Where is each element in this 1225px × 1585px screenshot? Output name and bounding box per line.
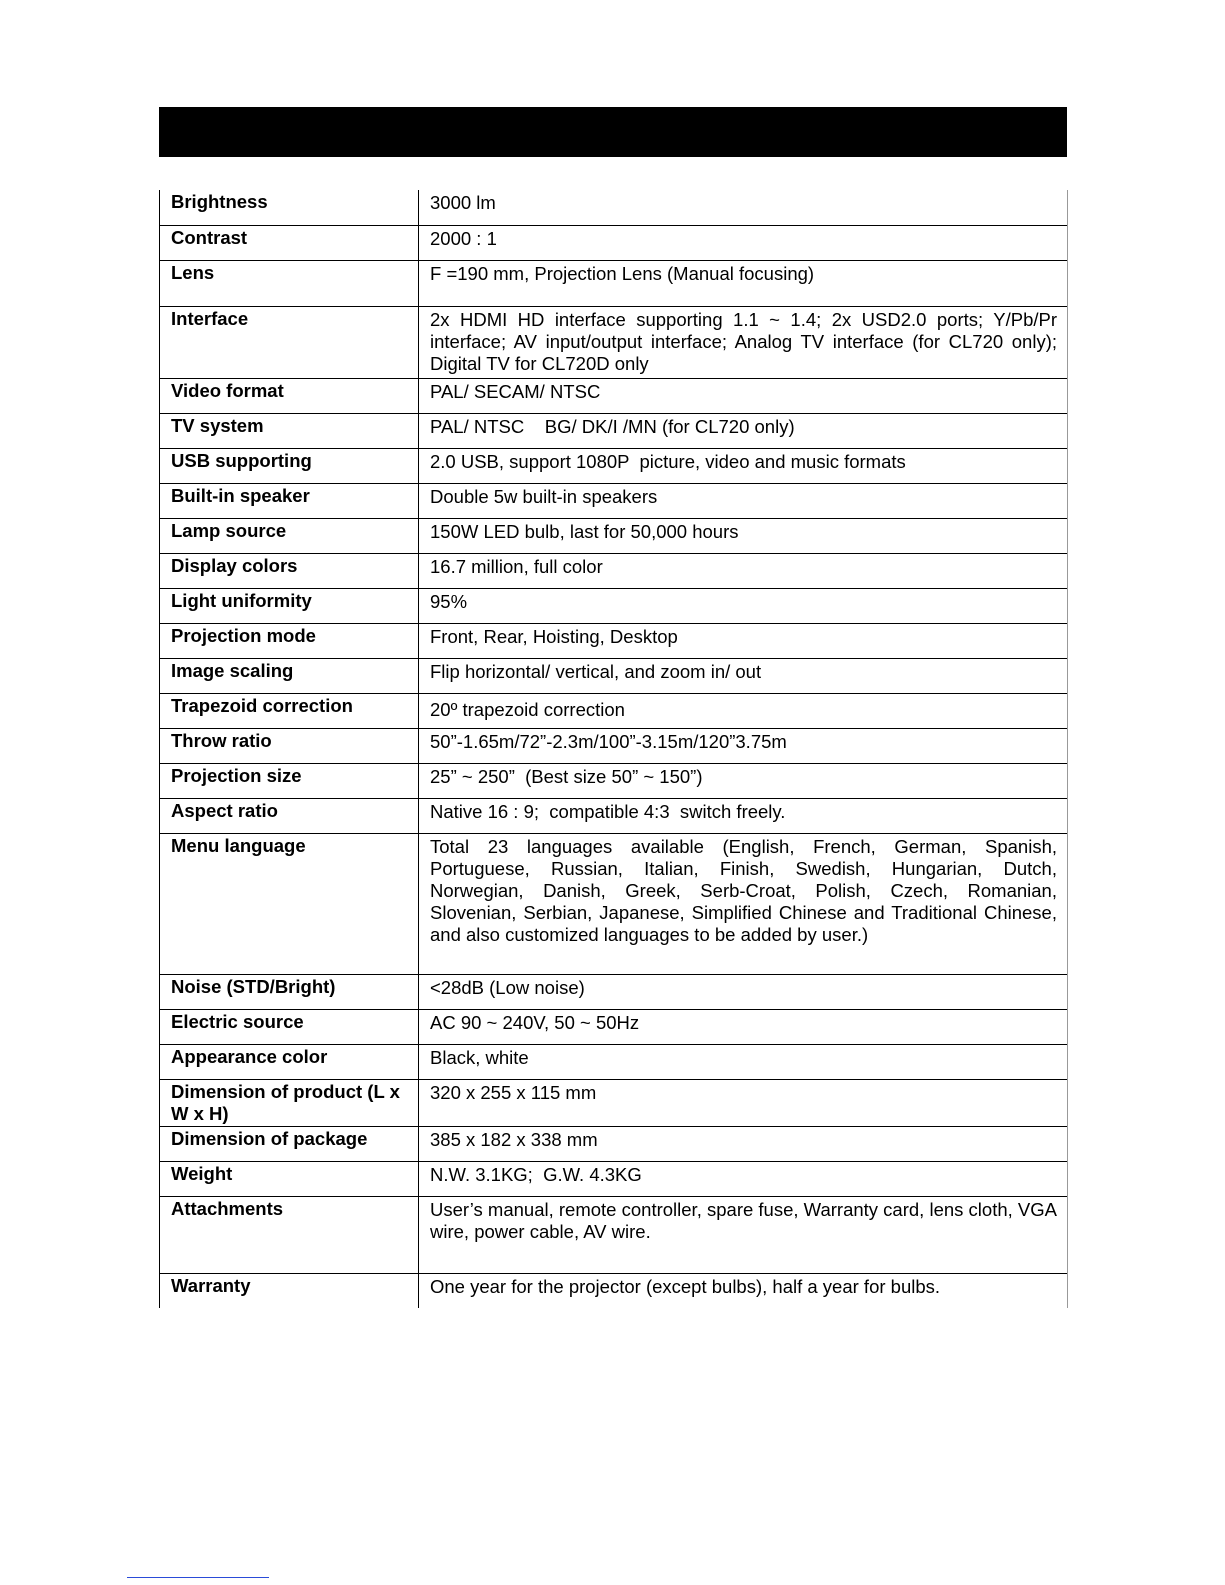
spec-value: One year for the projector (except bulbs), half a year for bulbs. [419, 1273, 1068, 1308]
spec-label: Projection mode [160, 623, 419, 658]
table-row [160, 728, 1068, 763]
table-row [160, 1009, 1068, 1044]
spec-label: Menu language [160, 833, 419, 974]
spec-label: Brightness [160, 190, 419, 225]
spec-label: Electric source [160, 1009, 419, 1044]
table-row [160, 833, 1068, 974]
spec-value: 385 x 182 x 338 mm [419, 1126, 1068, 1161]
table-row [160, 693, 1068, 728]
spec-label: Lens [160, 260, 419, 306]
table-row [160, 190, 1068, 225]
spec-value: 50”-1.65m/72”-2.3m/100”-3.15m/120”3.75m [419, 728, 1068, 763]
spec-value: 25” ~ 250” (Best size 50” ~ 150”) [419, 763, 1068, 798]
table-row [160, 1196, 1068, 1273]
spec-label: Attachments [160, 1196, 419, 1273]
table-row [160, 225, 1068, 260]
spec-value: Black, white [419, 1044, 1068, 1079]
spec-value: Flip horizontal/ vertical, and zoom in/ out [419, 658, 1068, 693]
table-row [160, 553, 1068, 588]
spec-value: N.W. 3.1KG; G.W. 4.3KG [419, 1161, 1068, 1196]
spec-label: Video format [160, 378, 419, 413]
spec-label: Dimension of package [160, 1126, 419, 1161]
table-row [160, 378, 1068, 413]
spec-value: 150W LED bulb, last for 50,000 hours [419, 518, 1068, 553]
table-row [160, 413, 1068, 448]
footer-link-underline [127, 1577, 269, 1578]
spec-label: TV system [160, 413, 419, 448]
spec-value: 20º trapezoid correction [419, 693, 1068, 728]
table-row [160, 1126, 1068, 1161]
spec-value: User’s manual, remote controller, spare fuse, Warranty card, lens cloth, VGA wire, power cable, AV wire. [419, 1196, 1068, 1273]
spec-label: Contrast [160, 225, 419, 260]
table-row [160, 518, 1068, 553]
spec-value: Native 16 : 9; compatible 4:3 switch freely. [419, 798, 1068, 833]
table-row [160, 623, 1068, 658]
spec-value: PAL/ SECAM/ NTSC [419, 378, 1068, 413]
table-row [160, 1044, 1068, 1079]
spec-label: Display colors [160, 553, 419, 588]
table-row [160, 1273, 1068, 1308]
spec-label: Warranty [160, 1273, 419, 1308]
header-bar [159, 107, 1067, 157]
table-row [160, 588, 1068, 623]
table-row [160, 483, 1068, 518]
table-row [160, 974, 1068, 1009]
spec-value: 95% [419, 588, 1068, 623]
spec-value: 2000 : 1 [419, 225, 1068, 260]
spec-value: 2.0 USB, support 1080P picture, video and music formats [419, 448, 1068, 483]
table-row [160, 658, 1068, 693]
spec-value: PAL/ NTSC BG/ DK/I /MN (for CL720 only) [419, 413, 1068, 448]
spec-label: Light uniformity [160, 588, 419, 623]
spec-label: Weight [160, 1161, 419, 1196]
spec-label: Trapezoid correction [160, 693, 419, 728]
spec-label: Image scaling [160, 658, 419, 693]
spec-label: Built-in speaker [160, 483, 419, 518]
table-row [160, 448, 1068, 483]
spec-value: <28dB (Low noise) [419, 974, 1068, 1009]
spec-value: Total 23 languages available (English, French, German, Spanish, Portuguese, Russian, Italian, Finish, Swedish, Hungarian, Dutch, Norwegian, Danish, Greek, Serb-Croat, Polish, Czech, Romanian, Slovenian, Serbian, Japanese, Simplified Chinese and Traditional Chinese, and also customized languages to be added by user.) [419, 833, 1068, 974]
spec-value: AC 90 ~ 240V, 50 ~ 50Hz [419, 1009, 1068, 1044]
table-row [160, 798, 1068, 833]
table-row [160, 1161, 1068, 1196]
spec-value: Double 5w built-in speakers [419, 483, 1068, 518]
spec-label: Noise (STD/Bright) [160, 974, 419, 1009]
spec-value: 16.7 million, full color [419, 553, 1068, 588]
table-row [160, 763, 1068, 798]
spec-value: 2x HDMI HD interface supporting 1.1 ~ 1.4; 2x USD2.0 ports; Y/Pb/Pr interface; AV input/output interface; Analog TV interface (for CL720 only); Digital TV for CL720D only [419, 306, 1068, 378]
spec-label: Projection size [160, 763, 419, 798]
spec-label: Appearance color [160, 1044, 419, 1079]
spec-value: F =190 mm, Projection Lens (Manual focusing) [419, 260, 1068, 306]
spec-value: 3000 lm [419, 190, 1068, 225]
spec-table [159, 190, 1068, 1308]
spec-value: Front, Rear, Hoisting, Desktop [419, 623, 1068, 658]
table-row [160, 260, 1068, 306]
spec-label: Throw ratio [160, 728, 419, 763]
spec-label: Lamp source [160, 518, 419, 553]
table-row [160, 306, 1068, 378]
spec-label: Interface [160, 306, 419, 378]
spec-value: 320 x 255 x 115 mm [419, 1079, 1068, 1126]
table-row [160, 1079, 1068, 1126]
spec-label: Aspect ratio [160, 798, 419, 833]
spec-label: USB supporting [160, 448, 419, 483]
spec-label: Dimension of product (L x W x H) [160, 1079, 419, 1126]
